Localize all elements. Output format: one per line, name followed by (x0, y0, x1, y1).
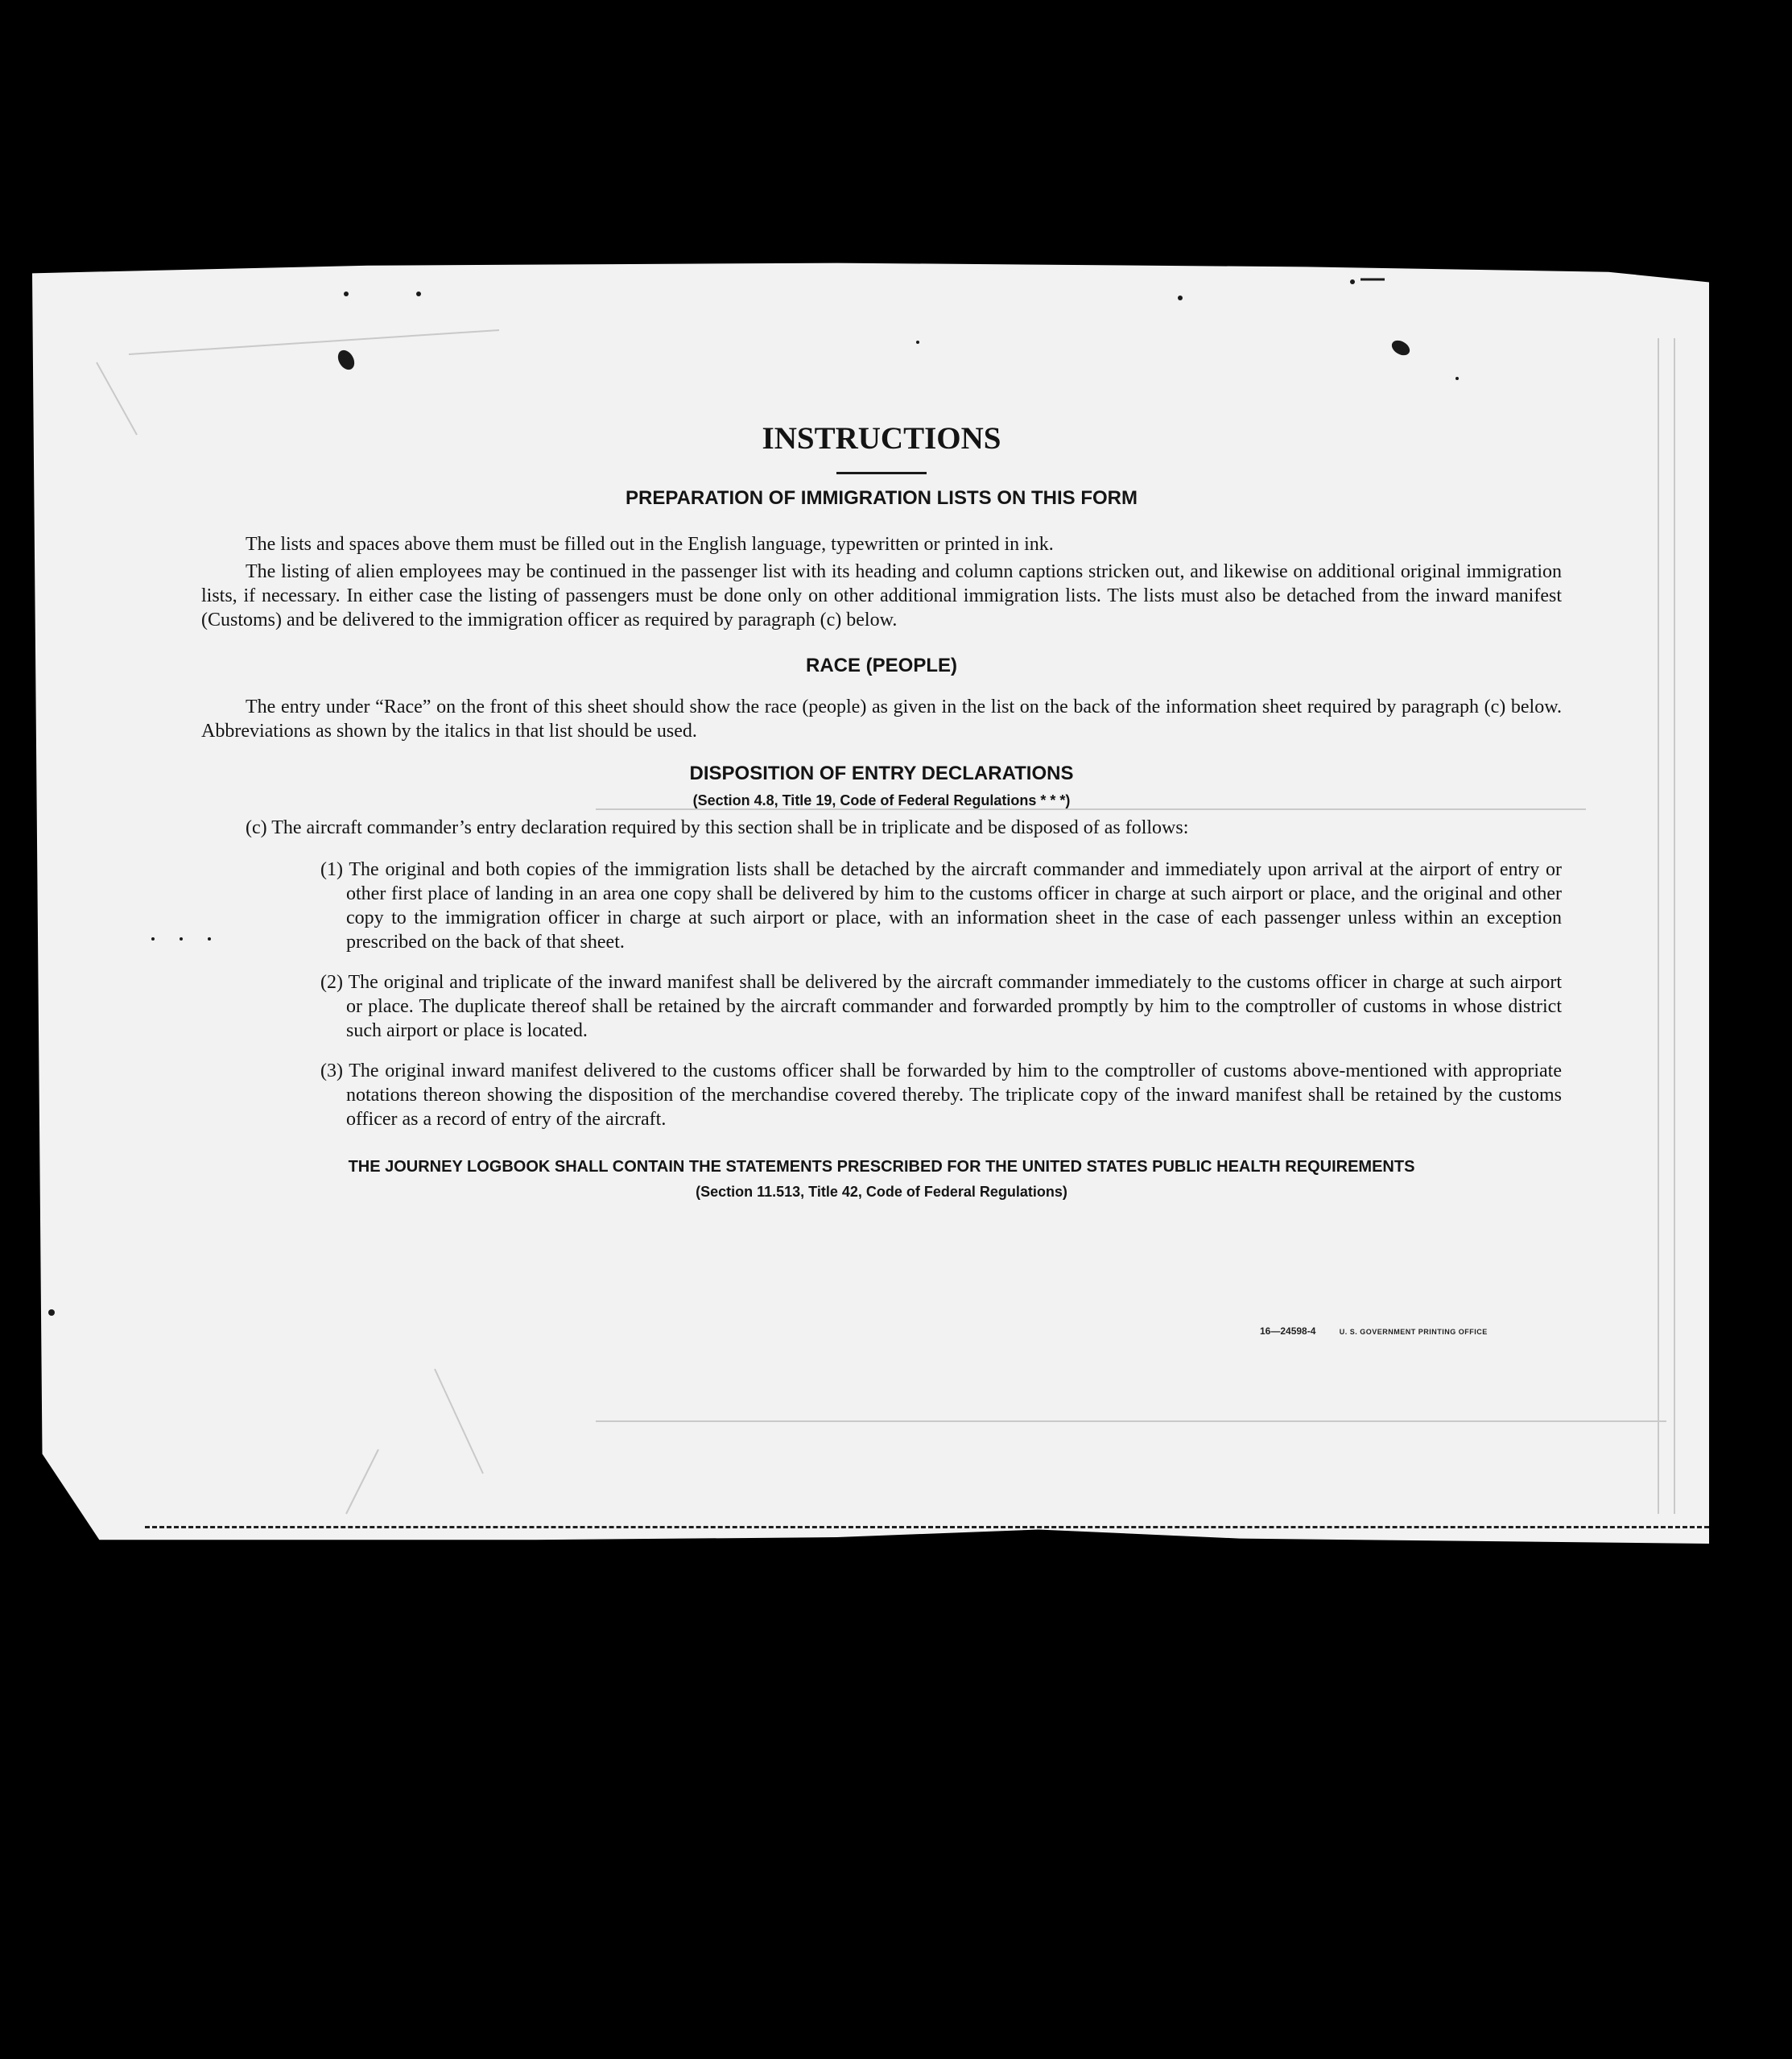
preparation-paragraph-2: The listing of alien employees may be continued in the passenger list with its heading and column captions stricken out, and likewise on additional original immigration lists, if necessary. In either case the listing of passengers must be done only on other additional immigration lists. The lists must also be detached from the inward manifest (Customs) and be delivered to the immigration officer as required by paragraph (c) below. (201, 561, 1562, 631)
title-underline (836, 472, 927, 474)
printer-name: U. S. GOVERNMENT PRINTING OFFICE (1339, 1328, 1488, 1336)
logbook-citation: (Section 11.513, Title 42, Code of Federal Regulations) (696, 1184, 1067, 1200)
preparation-paragraph-1: The lists and spaces above them must be filled out in the English language, typewritten or printed in ink. (246, 534, 1054, 555)
printer-imprint (1260, 1325, 1488, 1337)
form-number: 16—24598-4 (1260, 1325, 1316, 1337)
disposition-item-3: (3) The original inward manifest delivered to the customs officer shall be forwarded by him to the comptroller of customs above-mentioned with appropriate notations thereon showing the disposition of the merchandise covered thereby. The triplicate copy of the inward manifest shall be retained by the customs officer as a record of entry of the aircraft. (320, 1061, 1562, 1130)
disposition-item-1: (1) The original and both copies of the immigration lists shall be detached by the aircraft commander and immediately upon arrival at the airport of entry or other first place of landing in an area one copy shall be delivered by him to the customs officer in charge at such airport or place, and the original and other copy to the immigration officer in charge at such airport or place, with an information sheet in the case of each passenger unless within an exception prescribed on the back of that sheet. (320, 859, 1562, 953)
instructions-content (201, 419, 1562, 1202)
race-paragraph: The entry under “Race” on the front of this sheet should show the race (people) as given in the list on the back of the information sheet required by paragraph (c) below. Abbreviations as shown by the italics in that list should be used. (201, 697, 1562, 742)
logbook-heading: THE JOURNEY LOGBOOK SHALL CONTAIN THE STATEMENTS PRESCRIBED FOR THE UNITED STATES PUBLIC HEALTH REQUIREMENTS (348, 1158, 1415, 1176)
disposition-citation: (Section 4.8, Title 19, Code of Federal Regulations * * *) (692, 792, 1071, 808)
preparation-heading: PREPARATION OF IMMIGRATION LISTS ON THIS FORM (626, 487, 1138, 509)
page-title: INSTRUCTIONS (762, 421, 1001, 456)
race-heading: RACE (PEOPLE) (805, 655, 957, 676)
disposition-heading: DISPOSITION OF ENTRY DECLARATIONS (689, 763, 1074, 784)
disposition-item-2: (2) The original and triplicate of the inward manifest shall be delivered by the aircraft commander immediately to the customs officer in charge at such airport or place. The duplicate thereof shall be retained by the aircraft commander and forwarded promptly by him to the comptroller of customs in whose district such airport or place is located. (320, 972, 1562, 1041)
tear-line (145, 1526, 1709, 1528)
disposition-paragraph-c: (c) The aircraft commander’s entry declaration required by this section shall be in triplicate and be disposed of as follows: (246, 817, 1189, 838)
